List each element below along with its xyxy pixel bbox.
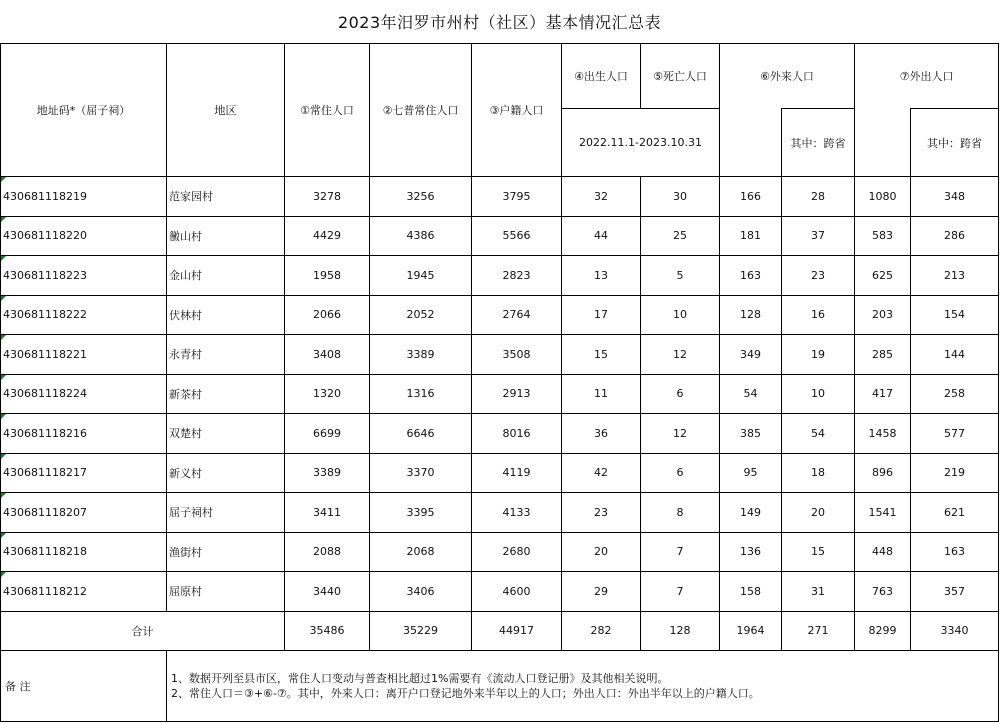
row-code: 430681118219 [1, 177, 167, 217]
row-code: 430681118223 [1, 256, 167, 296]
row-registered: 5566 [472, 216, 562, 256]
row-registered: 3508 [472, 335, 562, 375]
header-inflow: ⑥外来人口 [720, 44, 855, 109]
row-deaths: 5 [641, 256, 720, 296]
row-outflow: 203 [855, 295, 911, 335]
row-outflow-cross: 286 [911, 216, 999, 256]
row-inflow: 149 [720, 493, 782, 533]
row-census7: 2068 [370, 532, 472, 572]
table-row [1, 256, 999, 296]
row-region-name: 新义村 [167, 453, 285, 493]
row-inflow-cross: 15 [782, 532, 855, 572]
table-row [1, 295, 999, 335]
row-outflow-cross: 621 [911, 493, 999, 533]
header-outflow-total [855, 109, 911, 177]
row-region-name: 屈原村 [167, 572, 285, 612]
header-registered: ③户籍人口 [472, 44, 562, 177]
row-region-name: 渔街村 [167, 532, 285, 572]
table-row [1, 216, 999, 256]
row-deaths: 12 [641, 335, 720, 375]
row-resident: 4429 [285, 216, 370, 256]
row-region-name: 屈子祠村 [167, 493, 285, 533]
row-inflow: 181 [720, 216, 782, 256]
row-outflow: 896 [855, 453, 911, 493]
row-resident: 3389 [285, 453, 370, 493]
row-outflow: 285 [855, 335, 911, 375]
row-code: 430681118217 [1, 453, 167, 493]
row-deaths: 7 [641, 532, 720, 572]
notes-content [167, 651, 999, 722]
row-births: 11 [562, 374, 641, 414]
row-inflow: 158 [720, 572, 782, 612]
total-deaths: 128 [641, 611, 720, 651]
row-deaths: 12 [641, 414, 720, 454]
row-resident: 3440 [285, 572, 370, 612]
header-inflow-total [720, 109, 782, 177]
total-outflow-cross: 3340 [911, 611, 999, 651]
row-census7: 2052 [370, 295, 472, 335]
row-inflow: 54 [720, 374, 782, 414]
row-resident: 6699 [285, 414, 370, 454]
row-deaths: 7 [641, 572, 720, 612]
table-row [1, 414, 999, 454]
row-outflow: 625 [855, 256, 911, 296]
row-outflow: 763 [855, 572, 911, 612]
row-births: 42 [562, 453, 641, 493]
table-row [1, 493, 999, 533]
row-registered: 2823 [472, 256, 562, 296]
row-region-name: 新茶村 [167, 374, 285, 414]
row-region-name: 黴山村 [167, 216, 285, 256]
row-outflow-cross: 163 [911, 532, 999, 572]
row-births: 20 [562, 532, 641, 572]
row-outflow: 1458 [855, 414, 911, 454]
row-births: 23 [562, 493, 641, 533]
header-period: 2022.11.1-2023.10.31 [562, 109, 720, 177]
total-outflow: 8299 [855, 611, 911, 651]
row-resident: 2066 [285, 295, 370, 335]
row-code: 430681118222 [1, 295, 167, 335]
row-outflow: 448 [855, 532, 911, 572]
row-inflow: 349 [720, 335, 782, 375]
row-region-name: 双楚村 [167, 414, 285, 454]
row-registered: 4119 [472, 453, 562, 493]
row-registered: 3795 [472, 177, 562, 217]
row-inflow: 128 [720, 295, 782, 335]
row-registered: 4600 [472, 572, 562, 612]
row-outflow: 1080 [855, 177, 911, 217]
header-outflow: ⑦外出人口 [855, 44, 999, 109]
total-births: 282 [562, 611, 641, 651]
row-code: 430681118212 [1, 572, 167, 612]
row-inflow: 385 [720, 414, 782, 454]
row-registered: 2680 [472, 532, 562, 572]
row-region-name: 范家园村 [167, 177, 285, 217]
row-census7: 1316 [370, 374, 472, 414]
row-code: 430681118218 [1, 532, 167, 572]
row-registered: 8016 [472, 414, 562, 454]
row-outflow-cross: 154 [911, 295, 999, 335]
row-inflow-cross: 10 [782, 374, 855, 414]
row-deaths: 30 [641, 177, 720, 217]
note-line2: 2、常住人口＝③+⑥-⑦。其中，外来人口：离开户口登记地外来半年以上的人口；外出人口：外出半年以上的户籍人口。 [171, 687, 760, 700]
row-inflow: 166 [720, 177, 782, 217]
table-row [1, 374, 999, 414]
row-region-name: 永青村 [167, 335, 285, 375]
row-inflow-cross: 16 [782, 295, 855, 335]
row-resident: 2088 [285, 532, 370, 572]
row-resident: 1320 [285, 374, 370, 414]
row-inflow-cross: 37 [782, 216, 855, 256]
header-deaths: ⑤死亡人口 [641, 44, 720, 109]
row-code: 430681118207 [1, 493, 167, 533]
row-outflow-cross: 144 [911, 335, 999, 375]
row-census7: 3395 [370, 493, 472, 533]
row-code: 430681118220 [1, 216, 167, 256]
row-inflow: 136 [720, 532, 782, 572]
row-outflow-cross: 258 [911, 374, 999, 414]
total-census7: 35229 [370, 611, 472, 651]
total-row [1, 611, 999, 651]
row-census7: 3370 [370, 453, 472, 493]
row-outflow-cross: 348 [911, 177, 999, 217]
row-outflow-cross: 219 [911, 453, 999, 493]
row-resident: 1958 [285, 256, 370, 296]
row-registered: 4133 [472, 493, 562, 533]
row-births: 32 [562, 177, 641, 217]
row-census7: 3406 [370, 572, 472, 612]
total-registered: 44917 [472, 611, 562, 651]
row-census7: 1945 [370, 256, 472, 296]
table-row [1, 532, 999, 572]
row-resident: 3278 [285, 177, 370, 217]
row-outflow-cross: 357 [911, 572, 999, 612]
row-region-name: 伏林村 [167, 295, 285, 335]
row-births: 13 [562, 256, 641, 296]
table-row [1, 572, 999, 612]
row-deaths: 6 [641, 453, 720, 493]
notes-row [1, 651, 999, 722]
row-region-name: 金山村 [167, 256, 285, 296]
row-outflow: 417 [855, 374, 911, 414]
row-births: 44 [562, 216, 641, 256]
row-outflow: 583 [855, 216, 911, 256]
row-births: 15 [562, 335, 641, 375]
row-outflow: 1541 [855, 493, 911, 533]
header-resident: ①常住人口 [285, 44, 370, 177]
row-resident: 3408 [285, 335, 370, 375]
row-census7: 6646 [370, 414, 472, 454]
row-deaths: 10 [641, 295, 720, 335]
row-inflow-cross: 31 [782, 572, 855, 612]
row-inflow: 163 [720, 256, 782, 296]
header-region: 地区 [167, 44, 285, 177]
table-row [1, 453, 999, 493]
header-inflow-cross: 其中：跨省 [782, 109, 855, 177]
row-resident: 3411 [285, 493, 370, 533]
row-births: 17 [562, 295, 641, 335]
total-resident: 35486 [285, 611, 370, 651]
row-inflow-cross: 28 [782, 177, 855, 217]
header-outflow-cross: 其中：跨省 [911, 109, 999, 177]
header-census7: ②七普常住人口 [370, 44, 472, 177]
row-census7: 4386 [370, 216, 472, 256]
row-inflow-cross: 19 [782, 335, 855, 375]
row-inflow-cross: 20 [782, 493, 855, 533]
header-code: 地址码*（屈子祠） [1, 44, 167, 177]
row-inflow-cross: 23 [782, 256, 855, 296]
table-row [1, 177, 999, 217]
row-code: 430681118224 [1, 374, 167, 414]
page-title: 2023年汨罗市州村（社区）基本情况汇总表 [1, 0, 999, 44]
row-deaths: 25 [641, 216, 720, 256]
row-outflow-cross: 577 [911, 414, 999, 454]
row-outflow-cross: 213 [911, 256, 999, 296]
row-inflow: 95 [720, 453, 782, 493]
row-deaths: 6 [641, 374, 720, 414]
row-deaths: 8 [641, 493, 720, 533]
table-row [1, 335, 999, 375]
notes-label: 备 注 [1, 651, 167, 722]
row-registered: 2913 [472, 374, 562, 414]
header-births: ④出生人口 [562, 44, 641, 109]
row-births: 29 [562, 572, 641, 612]
row-census7: 3256 [370, 177, 472, 217]
note-line1: 1、数据开列至县市区，常住人口变动与普查相比超过1%需要有《流动人口登记册》及其他相关说明。 [171, 672, 669, 685]
row-code: 430681118221 [1, 335, 167, 375]
row-census7: 3389 [370, 335, 472, 375]
total-inflow-cross: 271 [782, 611, 855, 651]
row-registered: 2764 [472, 295, 562, 335]
row-births: 36 [562, 414, 641, 454]
row-inflow-cross: 18 [782, 453, 855, 493]
total-inflow: 1964 [720, 611, 782, 651]
row-code: 430681118216 [1, 414, 167, 454]
row-inflow-cross: 54 [782, 414, 855, 454]
total-label: 合计 [1, 611, 285, 651]
